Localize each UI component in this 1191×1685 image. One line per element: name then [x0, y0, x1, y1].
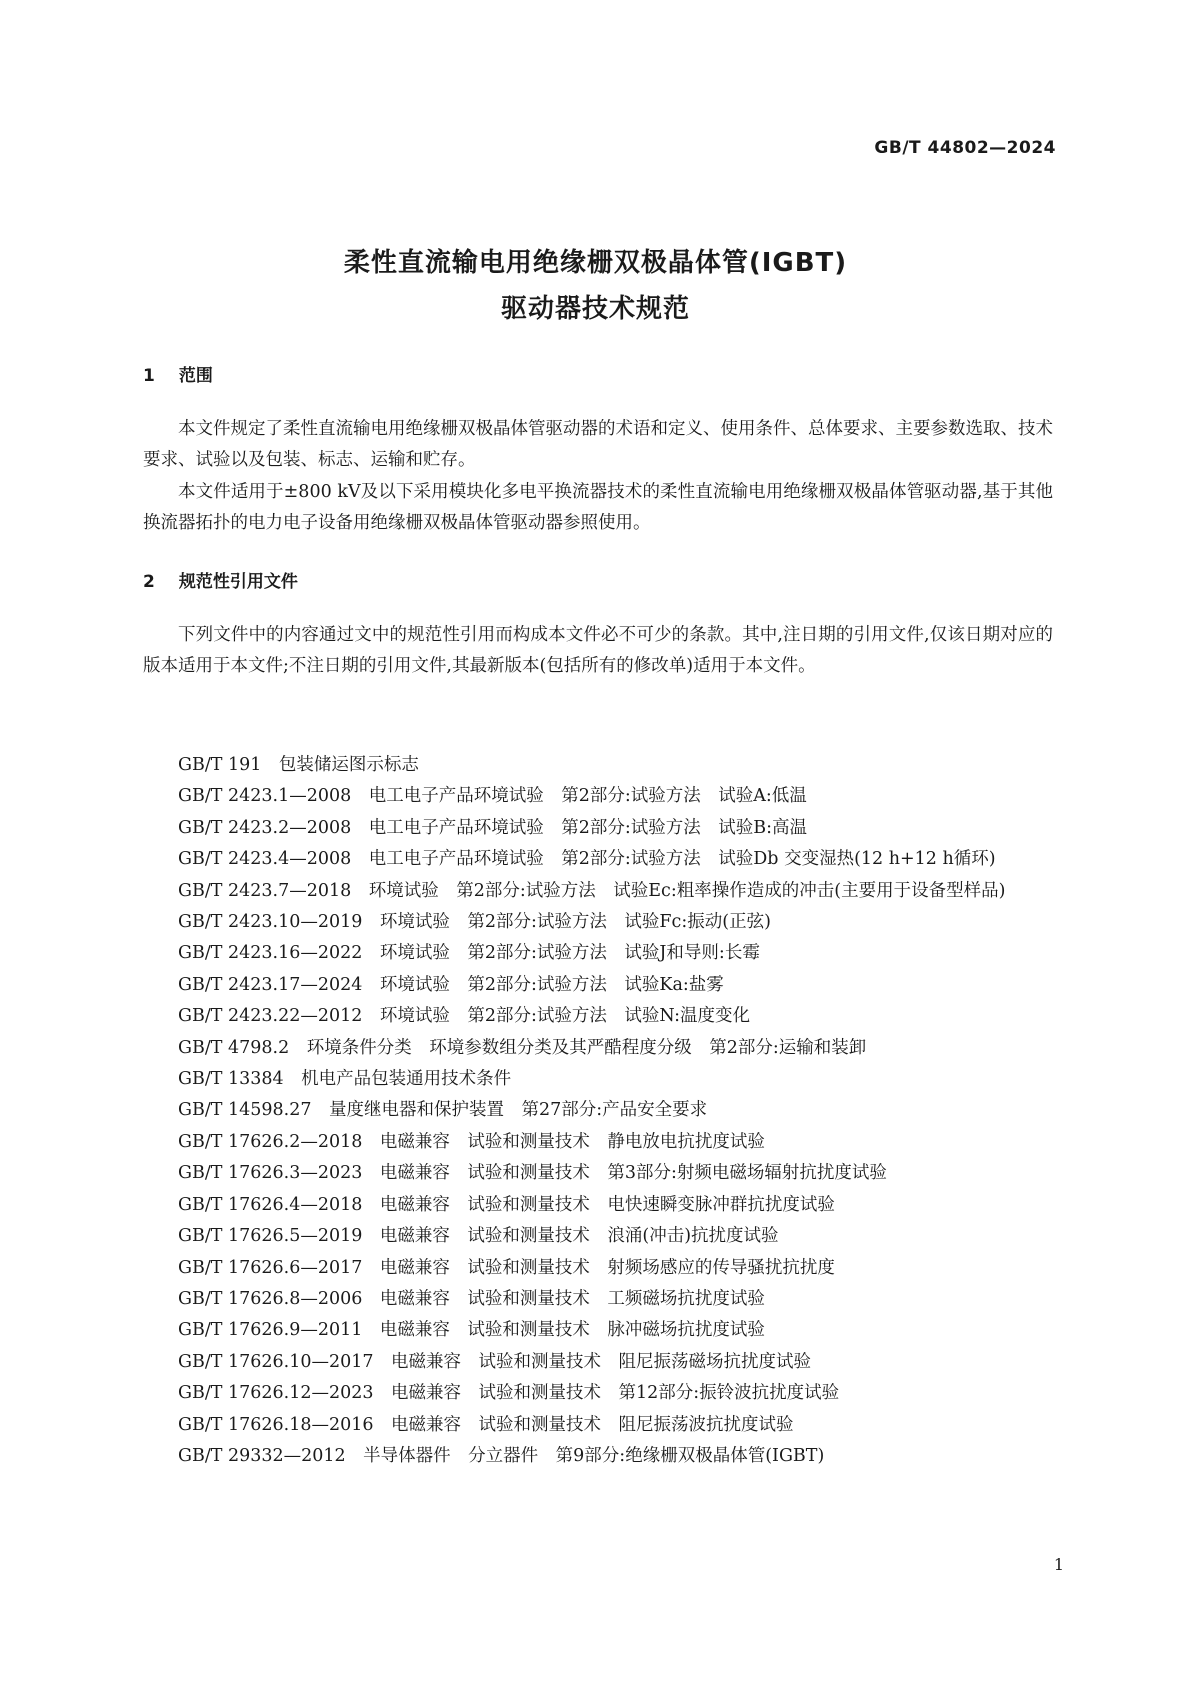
section-number: 1	[143, 366, 155, 386]
reference-item: GB/T 13384 机电产品包装通用技术条件	[178, 1069, 512, 1090]
section-1-heading	[143, 361, 213, 386]
reference-item: GB/T 191 包装储运图示标志	[178, 755, 419, 775]
paragraph: 本文件适用于±800 kV及以下采用模块化多电平换流器技术的柔性直流输电用绝缘栅双极晶体管驱动器,基于其他换流器拓扑的电力电子设备用绝缘栅双极晶体管驱动器参照使用。	[143, 481, 1053, 534]
reference-item: GB/T 2423.16—2022 环境试验 第2部分:试验方法 试验J和导则:长霉	[178, 943, 760, 964]
reference-item: GB/T 17626.8—2006 电磁兼容 试验和测量技术 工频磁场抗扰度试验	[178, 1288, 765, 1309]
reference-item: GB/T 4798.2 环境条件分类 环境参数组分类及其严酷程度分级 第2部分:运输和装卸	[178, 1037, 867, 1058]
section-number: 2	[143, 572, 155, 592]
title-line-1: 柔性直流输电用绝缘栅双极晶体管(IGBT)	[343, 248, 848, 278]
reference-item: GB/T 17626.5—2019 电磁兼容 试验和测量技术 浪涌(冲击)抗扰度试验	[178, 1226, 779, 1247]
reference-item: GB/T 17626.6—2017 电磁兼容 试验和测量技术 射频场感应的传导骚扰抗扰度	[178, 1257, 835, 1278]
title-line-2: 驱动器技术规范	[500, 294, 690, 324]
reference-item: GB/T 17626.2—2018 电磁兼容 试验和测量技术 静电放电抗扰度试验	[178, 1131, 765, 1152]
standard-code: GB/T 44802—2024	[874, 138, 1056, 158]
reference-item: GB/T 2423.10—2019 环境试验 第2部分:试验方法 试验Fc:振动(正弦)	[178, 912, 771, 933]
reference-item: GB/T 17626.4—2018 电磁兼容 试验和测量技术 电快速瞬变脉冲群抗扰度试验	[178, 1194, 835, 1215]
normative-intro	[143, 620, 1053, 683]
reference-item: GB/T 2423.7—2018 环境试验 第2部分:试验方法 试验Ec:粗率操作造成的冲击(主要用于设备型样品)	[178, 880, 1006, 901]
paragraph: 本文件规定了柔性直流输电用绝缘栅双极晶体管驱动器的术语和定义、使用条件、总体要求、主要参数选取、技术要求、试验以及包装、标志、运输和贮存。	[143, 419, 1053, 471]
reference-item: GB/T 2423.4—2008 电工电子产品环境试验 第2部分:试验方法 试验Db 交变湿热(12 h+12 h循环)	[178, 849, 996, 870]
reference-item: GB/T 29332—2012 半导体器件 分立器件 第9部分:绝缘栅双极晶体管(IGBT)	[178, 1445, 825, 1466]
reference-item: GB/T 2423.22—2012 环境试验 第2部分:试验方法 试验N:温度变化	[178, 1006, 750, 1027]
section-2-heading	[143, 567, 298, 592]
document-title	[0, 240, 1191, 332]
reference-item: GB/T 17626.18—2016 电磁兼容 试验和测量技术 阻尼振荡波抗扰度试验	[178, 1414, 794, 1435]
reference-item: GB/T 17626.9—2011 电磁兼容 试验和测量技术 脉冲磁场抗扰度试验	[178, 1320, 765, 1341]
reference-item: GB/T 2423.2—2008 电工电子产品环境试验 第2部分:试验方法 试验B:高温	[178, 817, 808, 838]
section-title: 范围	[178, 366, 213, 386]
paragraph: 下列文件中的内容通过文中的规范性引用而构成本文件必不可少的条款。其中,注日期的引用文件,仅该日期对应的版本适用于本文件;不注日期的引用文件,其最新版本(包括所有的修改单)适用于本文件。	[143, 625, 1053, 677]
reference-item: GB/T 17626.3—2023 电磁兼容 试验和测量技术 第3部分:射频电磁场辐射抗扰度试验	[178, 1163, 887, 1184]
reference-item: GB/T 17626.12—2023 电磁兼容 试验和测量技术 第12部分:振铃波抗扰度试验	[178, 1383, 840, 1404]
reference-list	[143, 750, 1053, 1472]
scope-text	[143, 414, 1053, 540]
reference-item: GB/T 2423.1—2008 电工电子产品环境试验 第2部分:试验方法 试验A:低温	[178, 786, 807, 807]
section-title: 规范性引用文件	[178, 572, 298, 592]
reference-item: GB/T 17626.10—2017 电磁兼容 试验和测量技术 阻尼振荡磁场抗扰度试验	[178, 1351, 812, 1372]
reference-item: GB/T 2423.17—2024 环境试验 第2部分:试验方法 试验Ka:盐雾	[178, 974, 724, 995]
page-number: 1	[1053, 1555, 1064, 1574]
reference-item: GB/T 14598.27 量度继电器和保护装置 第27部分:产品安全要求	[178, 1100, 708, 1121]
